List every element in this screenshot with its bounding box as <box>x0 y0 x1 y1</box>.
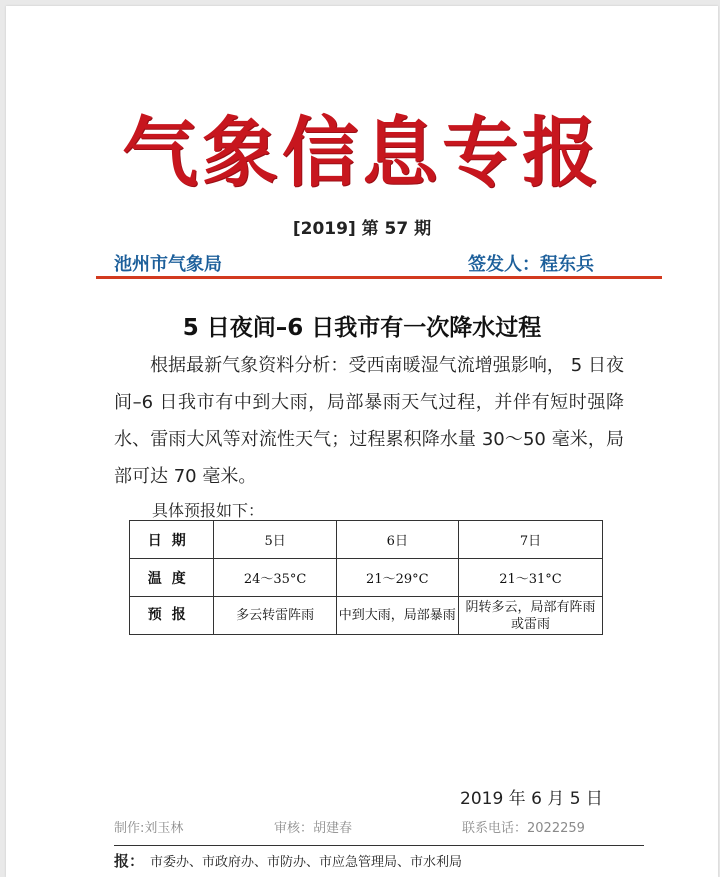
forecast-table <box>129 520 603 635</box>
cell-date: 6日 <box>336 521 458 559</box>
row-label-forecast: 预报 <box>130 597 214 635</box>
distribution-list <box>114 850 462 871</box>
document-page <box>6 6 718 877</box>
distribution-recipients: 市委办、市政府办、市防办、市应急管理局、市水利局 <box>150 855 463 870</box>
masthead-title: 气象信息专报 <box>122 108 602 197</box>
issue-number: [2019] 第 57 期 <box>292 219 432 239</box>
cell-date: 5日 <box>214 521 336 559</box>
forecast-intro: 具体预报如下： <box>152 501 265 520</box>
cell-temperature: 21～31°C <box>458 559 602 597</box>
cell-forecast: 多云转雷阵雨 <box>214 597 336 635</box>
cell-forecast: 中到大雨，局部暴雨 <box>336 597 458 635</box>
issue-date: 2019 年 6 月 5 日 <box>460 789 603 809</box>
footer-divider <box>114 845 644 846</box>
distribution-label: 报： <box>114 852 145 870</box>
cell-date: 7日 <box>458 521 602 559</box>
header-divider <box>96 276 662 279</box>
signer-label: 签发人： <box>468 254 540 275</box>
issuer-name: 池州市气象局 <box>114 254 222 275</box>
table-row-temperature <box>130 559 603 597</box>
row-label-temperature: 温度 <box>130 559 214 597</box>
signer-name: 程东兵 <box>540 254 594 275</box>
report-headline: 5 日夜间–6 日我市有一次降水过程 <box>182 315 542 341</box>
contact-phone: 联系电话：2022259 <box>462 821 585 836</box>
table-row-forecast <box>130 597 603 635</box>
table-row-date <box>130 521 603 559</box>
signer <box>468 250 594 276</box>
cell-forecast: 阴转多云，局部有阵雨或雷雨 <box>458 597 602 635</box>
row-label-date: 日期 <box>130 521 214 559</box>
cell-temperature: 21～29°C <box>336 559 458 597</box>
maker-credit: 制作:刘玉林 <box>114 821 184 836</box>
report-body: 根据最新气象资料分析：受西南暖湿气流增强影响， 5 日夜间–6 日我市有中到大雨，局部暴雨天气过程，并伴有短时强降水、雷雨大风等对流性天气；过程累积降水量 30～50 毫米，局部可达 70 毫米。 <box>114 355 624 487</box>
cell-temperature: 24～35°C <box>214 559 336 597</box>
reviewer-credit: 审核：胡建春 <box>274 821 353 836</box>
